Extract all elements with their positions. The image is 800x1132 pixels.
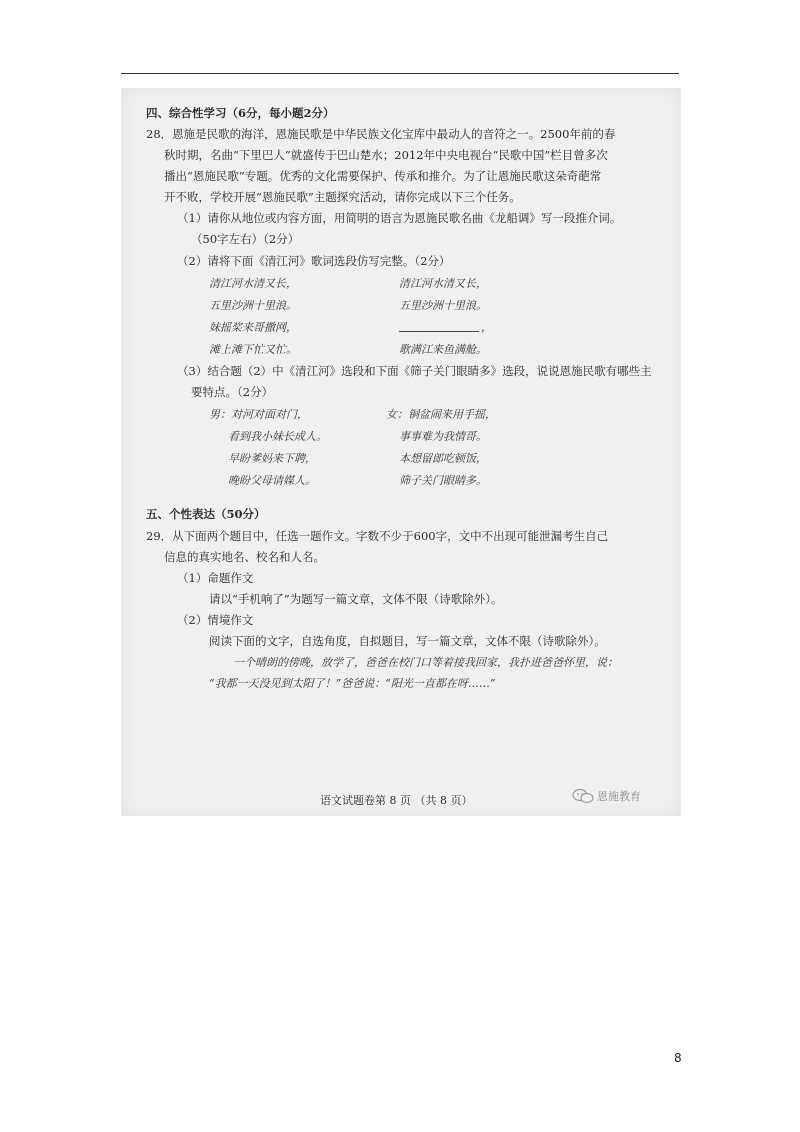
section5-heading: 五、个性表达（50分） [146,507,266,521]
song-right-line: 女：铜盆闹来用手摇， [386,408,496,421]
section4-heading: 四、综合性学习（6分，每小题2分） [146,106,335,120]
song-left-line: 看到我小妹长成人。 [228,430,327,443]
header-rule [121,73,679,74]
task1-line: （1）请你从地位或内容方面，用简明的语言为恩施民歌名曲《龙船调》写一段推介词。 [177,211,622,225]
song-left-line: 男：对河对面对门， [209,408,308,421]
poem-left-line: 妹摇桨来哥撒网， [209,321,297,334]
story-line: “我都一天没见到太阳了！”爸爸说：“阳光一直都在呀……” [209,677,496,690]
option1-label: （1）命题作文 [177,571,254,585]
watermark-logo [572,788,641,804]
option1-text: 请以“手机响了”为题写一篇文章，文体不限（诗歌除外）。 [209,592,503,606]
q29-line: 29．从下面两个题目中，任选一题作文。字数不少于600字，文中不出现可能泄漏考生自己 [146,529,609,543]
poem-left-line: 清江河水清又长， [209,277,297,290]
poem-right-blank-comma: ， [481,321,492,334]
poem-right-line: 歌满江来鱼满舱。 [399,343,487,356]
song-left-line: 早盼爹妈来下聘， [228,452,316,465]
q28-line: 秋时期，名曲“下里巴人”就盛传于巴山楚水；2012年中央电视台“民歌中国”栏目曾多次 [164,148,608,162]
song-left-line: 晚盼父母请媒人。 [228,474,316,487]
q28-line: 播出“恩施民歌”专题。优秀的文化需要保护、传承和推介。为了让恩施民歌这朵奇葩常 [164,169,602,183]
q28-line: 开不败，学校开展“恩施民歌”主题探究活动，请你完成以下三个任务。 [164,190,521,204]
poem-left-line: 滩上滩下忙又忙。 [209,343,297,356]
wechat-icon [572,788,594,804]
poem-left-line: 五里沙洲十里浪。 [209,299,297,312]
task3-line: （3）结合题（2）中《清江河》选段和下面《筛子关门眼睛多》选段，说说恩施民歌有哪些主 [177,364,652,378]
poem-right-line: 清江河水清又长， [399,277,487,290]
story-line: 一个晴朗的傍晚，放学了，爸爸在校门口等着接我回家，我扑进爸爸怀里，说： [233,656,618,669]
fill-in-blank [399,331,479,332]
option2-label: （2）情境作文 [177,613,254,627]
task3-line: 要特点。（2分） [191,385,274,399]
q29-line: 信息的真实地名、校名和人名。 [164,550,325,564]
task1-line: （50字左右）（2分） [191,232,300,246]
q28-line: 28．恩施是民歌的海洋，恩施民歌是中华民族文化宝库中最动人的音符之一。2500年前的春 [146,127,616,141]
option2-text: 阅读下面的文字，自选角度，自拟题目，写一篇文章，文体不限（诗歌除外）。 [209,634,606,648]
page-number: 8 [674,1051,682,1065]
song-right-line: 筛子关门眼睛多。 [399,474,487,487]
page-footer: 语文试题卷第 8 页 （共 8 页） [320,794,473,807]
watermark-text: 恩施教育 [597,790,641,803]
task2-line: （2）请将下面《清江河》歌词选段仿写完整。（2分） [177,254,451,268]
song-right-line: 事事难为我情哥。 [399,430,487,443]
song-right-line: 本想留郎吃顿饭， [399,452,487,465]
poem-right-line: 五里沙洲十里浪。 [399,299,487,312]
